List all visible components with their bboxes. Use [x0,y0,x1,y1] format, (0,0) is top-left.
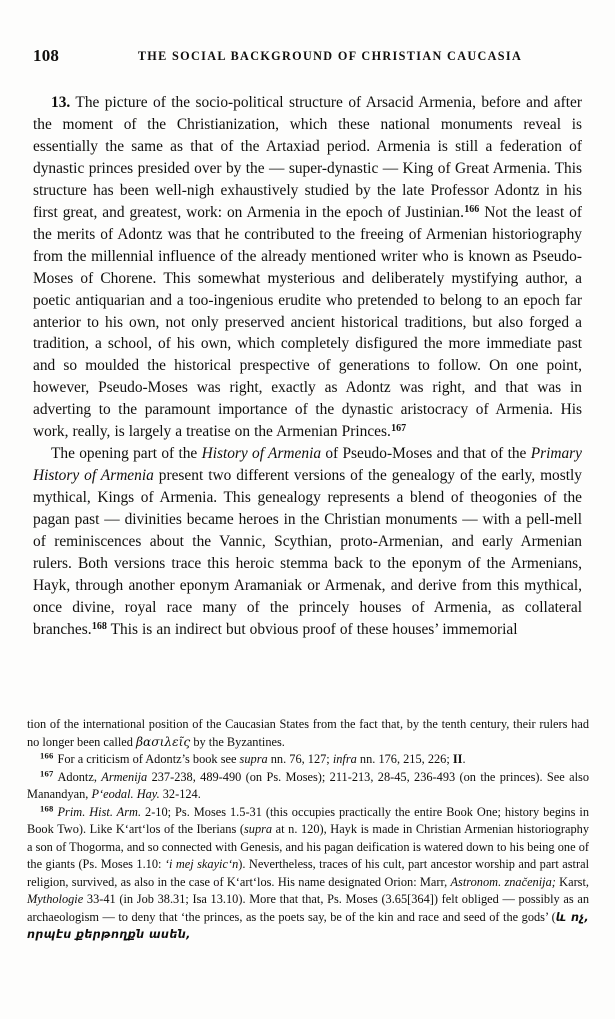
footnote-168-seg-3: ). Nevertheless, traces of his cult, part ancestor worship and part astral religion, survived, as also in the case of K‘art‘los. His name designated Orion: Marr, [27,857,590,889]
footnote-continuation [27,716,589,751]
section-number: 13. [51,94,71,111]
page-number: 108 [33,46,60,65]
footnote-continuation-end: by the Byzantines. [190,734,285,749]
footnote-168-italic-prim-hist-arm: Prim. Hist. Arm. [57,804,142,819]
footnote-168-italic-mythologie: Mythologie [27,892,84,906]
footnote-166-seg-2: nn. 76, 127; [267,752,333,766]
greek-term-basileis: βασιλεῖς [136,734,191,749]
footnote-168 [27,804,589,944]
footnote-number-168: 168 [40,802,54,813]
paragraph-genealogy-seg-2: of Pseudo-Moses and that of the [321,445,531,463]
footnote-167-italic-armenija: Armenija [101,769,148,784]
running-head [0,46,615,66]
footnote-167-seg-1: Adontz, [57,769,102,784]
footnote-166-seg-4: . [462,752,466,766]
footnote-number-167: 167 [40,767,54,778]
footnote-168-seg-2: at n. 120), Hayk is made in Christian Armenian historiography a son of Thogorma, and so connected with Genesis, and his pagan deification is watered down to his being one of the giants (Ps. Moses 1.10: [27,822,590,871]
paragraph-13 [33,92,582,443]
footnote-166-italic-infra: infra [332,752,357,766]
footnote-166-seg-1: For a criticism of Adontz’s book see [57,752,240,766]
footnote-ref-166[interactable]: 166 [464,203,480,215]
footnote-168-italic-i-mej-skayicn: ‘i mej skayic‘n [164,857,239,871]
footnote-168-seg-5: 33-41 (in Job 38.31; Isa 13.10). More that that, Ps. Moses (3.65[364]) felt obliged — possibly as an archaeologism — to deny that ‘the princes, as the poets say, be of the kin and race and seed of the gods’ ( [27,892,589,924]
paragraph-genealogy-seg-1: The opening part of the [51,445,202,463]
body-text [33,92,582,641]
paragraph-genealogy-seg-4: This is an indirect but obvious proof of these houses’ immemorial [106,620,518,638]
footnote-167-italic-peodal-hay: P‘eodal. Hay. [91,787,160,801]
footnote-168-italic-supra: supra [243,822,273,836]
title-primary-history-of-armenia: Primary History of Armenia [33,445,583,485]
armenian-quotation: և ոչ, որպէս քերթողքն ասեն, [27,910,590,941]
footnote-ref-168[interactable]: 168 [91,620,107,632]
footnote-number-166: 166 [40,750,54,761]
footnote-166 [27,751,589,769]
footnote-166-italic-supra: supra [239,752,268,766]
footnote-168-seg-4: Karst, [555,874,590,889]
footnote-168-seg-1: 2-10; Ps. Moses 1.5-31 (this occupies practically the entire Book One; history begins in Book Two). Like K‘art‘los of the Iberians ( [27,804,589,836]
footnote-167 [27,769,589,804]
footnote-167-seg-2: 237-238, 489-490 (on Ps. Moses); 211-213, 28-45, 236-493 (on the princes). See also Manandyan, [27,769,589,801]
running-head-title: THE SOCIAL BACKGROUND OF CHRISTIAN CAUCASIA [137,49,523,63]
paragraph-13-text-b: Not the least of the merits of Adontz was that he contributed to the freeing of Armenian historiography from the millennial influence of the already mentioned writer who is known as Pseudo-Moses of Chorene. This somewhat mysterious and deliberately mystifying author, a poetic antiquarian and a too-ingenious erudite who pretended to belong to an epoch far anterior to his own, not only preserved ancient historical traditions, but also forged a tradition, a school, of his own, which completely disfigured the more immediate past and so moulded the historical prespective of generations to follow. On one point, however, Pseudo-Moses was right, exactly as Adontz was right, and that was in adverting to the paramount importance of the dynastic aristocracy of Armenia. His work, really, is largely a treatise on the Armenian Princes. [33,203,582,441]
footnote-ref-167[interactable]: 167 [391,423,407,435]
footnote-166-bold-ii: II [452,752,463,766]
footnote-167-seg-3: 32-124. [159,787,201,801]
paragraph-genealogy-seg-3: present two different versions of the genealogy of the early, mostly mythical, Kings of Armenia. This genealogy represents a blend of theogonies of the pagan past — divinities became heroes in the Christian monuments — with a pell-mell of reminiscences about the Vannic, Scythian, proto-Armenian, and early Armenian rulers. Both versions trace this heroic stemma back to the eponym of the Armenians, Hayk, through another eponym Aramaniak or Armenak, and derive from this mythical, once divine, royal race many of the princely houses of Armenia, as collateral branches. [33,467,582,638]
footnote-168-italic-astronom-znacenija: Astronom. značenija; [450,874,556,889]
footnote-continuation-text: tion of the international position of the Caucasian States from the fact that, by the tenth century, their rulers had no longer been called [27,717,589,749]
paragraph-genealogy [33,443,582,641]
paragraph-13-text-a: The picture of the socio-political structure of Arsacid Armenia, before and after the moment of the Christianization, which these national monuments reveal is essentially the same as that of the Artaxiad period. Armenia is still a federation of dynastic princes presided over by the — super-dynastic — King of Great Armenia. This structure has been well-nigh exhaustively studied by the late Professor Adontz in his first great, and greatest, work: on Armenia in the epoch of Justinian. [33,94,582,221]
footnote-166-seg-3: nn. 176, 215, 226; [356,752,453,766]
footnote-block [27,716,589,944]
title-history-of-armenia: History of Armenia [201,445,322,463]
